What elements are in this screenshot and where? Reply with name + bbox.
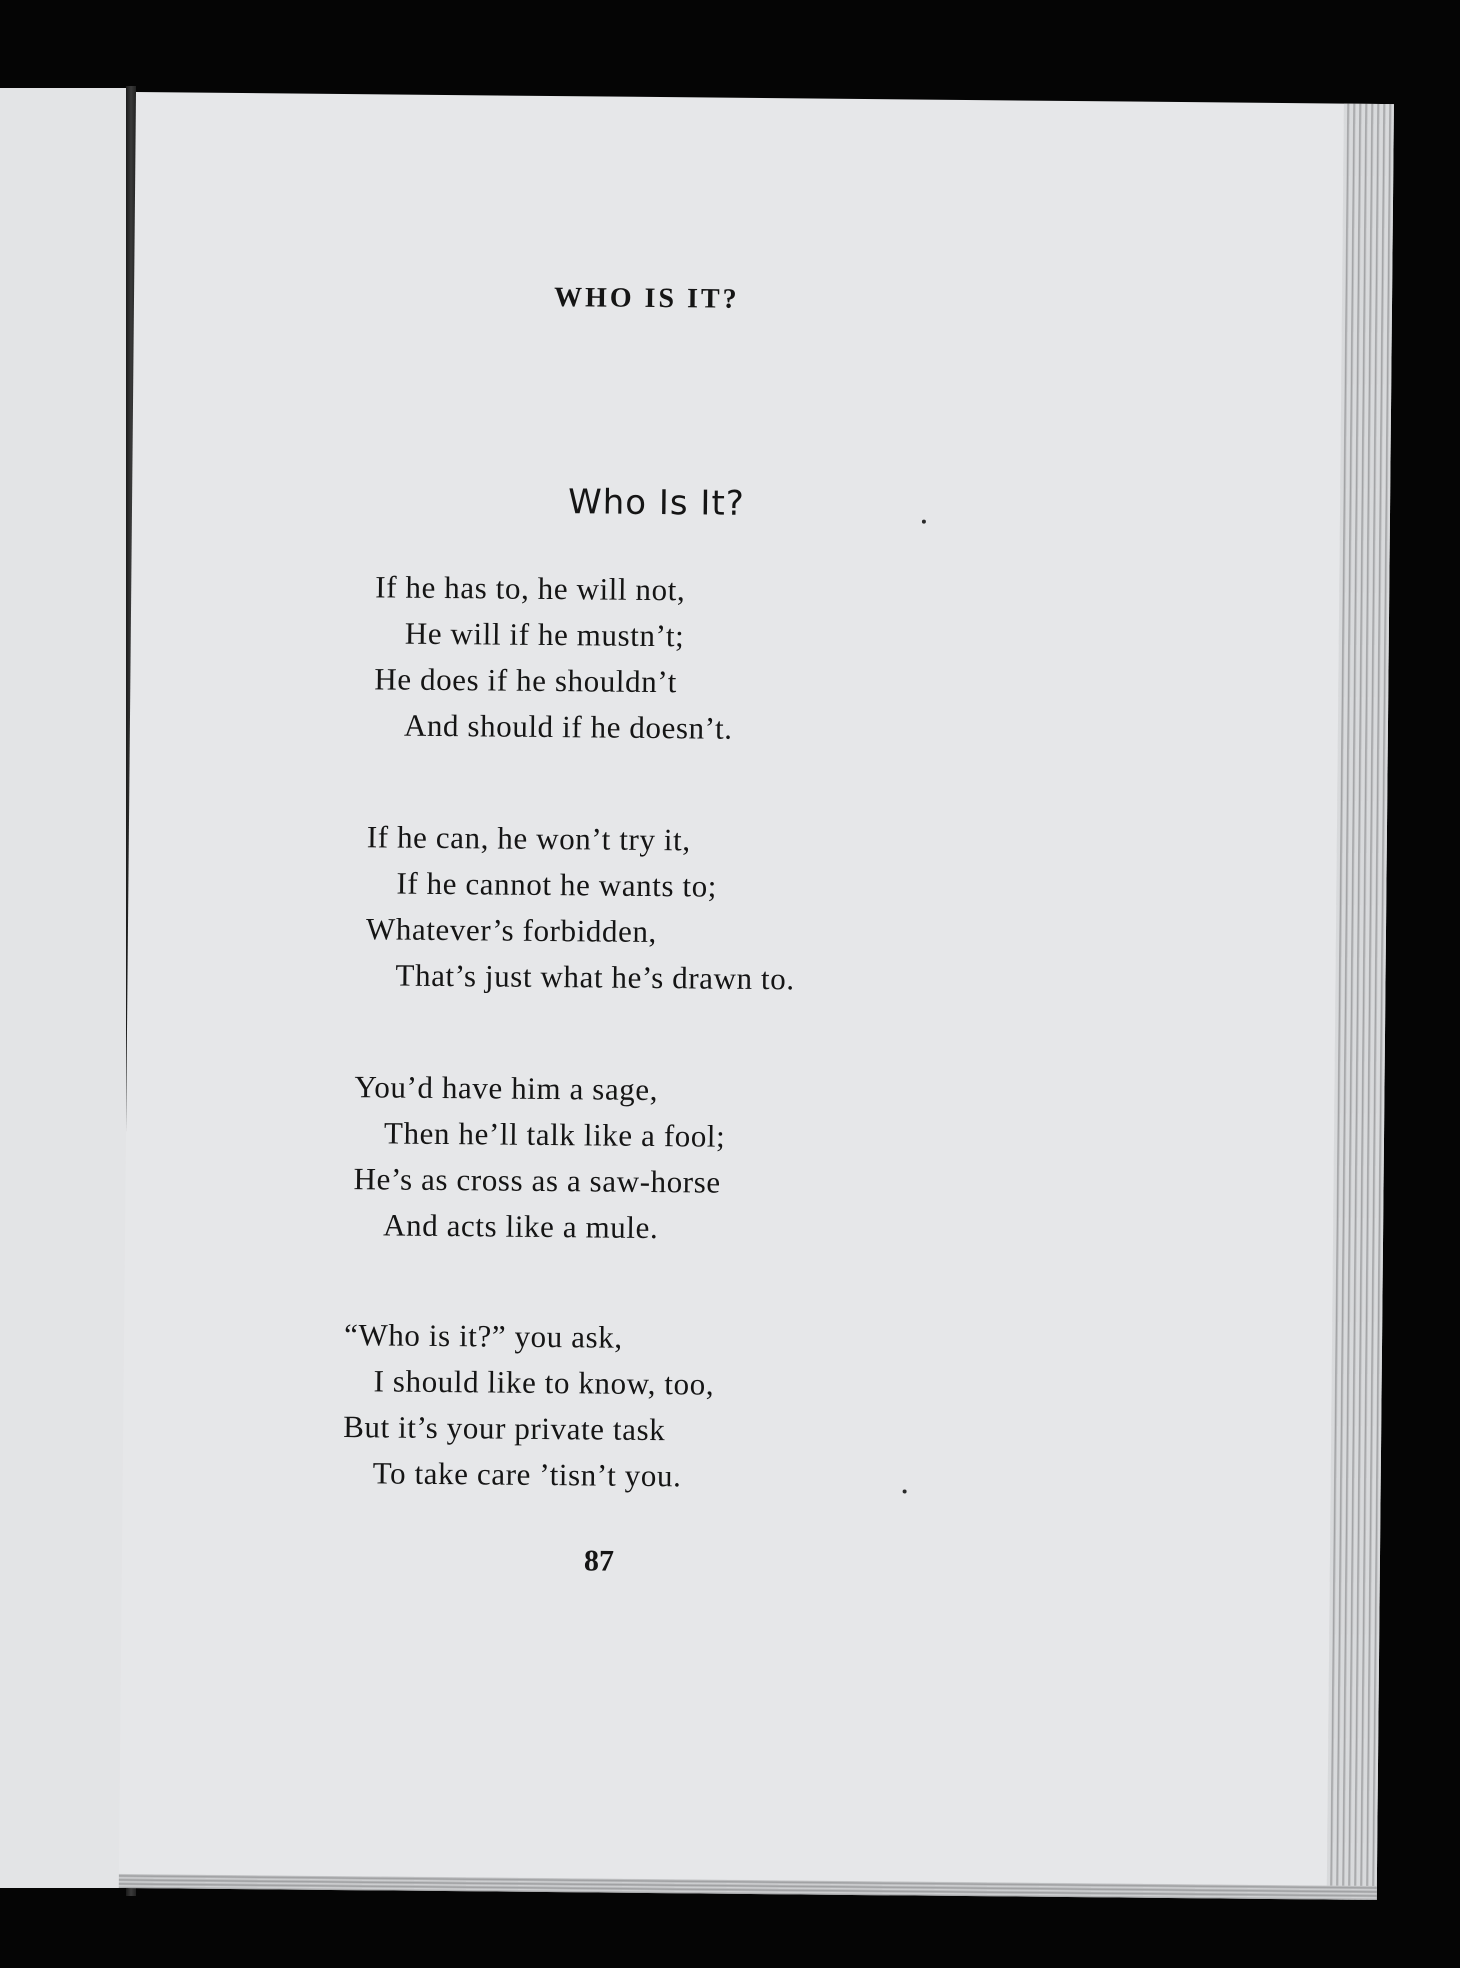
ink-speck [903,1489,907,1493]
poem-line: You’d have him a sage, [354,1069,659,1108]
poem-line: But it’s your private task [343,1409,666,1448]
poem-line: That’s just what he’s drawn to. [395,957,795,997]
poem-line: Whatever’s forbidden, [365,911,658,950]
page-number: 87 [583,1544,615,1578]
book-page [119,92,1394,1900]
poem-line: And acts like a mule. [382,1207,659,1246]
poem-line: “Who is it?” you ask, [343,1317,623,1355]
ink-speck [922,520,926,524]
poem-line: He’s as cross as a saw-horse [353,1161,721,1200]
poem-line: He will if he mustn’t; [404,615,685,654]
stanza-3 [353,1064,726,1252]
poem-line: If he has to, he will not, [375,569,686,608]
poem-line: If he can, he won’t try it, [366,819,691,858]
poem-line: Then he’ll talk like a fool; [383,1115,726,1154]
page-text [119,92,1394,1900]
poem-line: To take care ’tisn’t you. [372,1455,682,1494]
poem-line: And should if he doesn’t. [403,707,733,746]
poem-line: I should like to know, too, [373,1363,715,1402]
poem-line: If he cannot he wants to; [396,865,718,904]
poem-line: He does if he shouldn’t [374,661,678,700]
stanza-4 [343,1312,715,1500]
poem-title: Who Is It? [567,482,746,524]
stanza-2 [365,814,796,1002]
stanza-1 [374,564,734,751]
facing-page [0,88,128,1888]
running-head: WHO IS IT? [553,282,740,315]
